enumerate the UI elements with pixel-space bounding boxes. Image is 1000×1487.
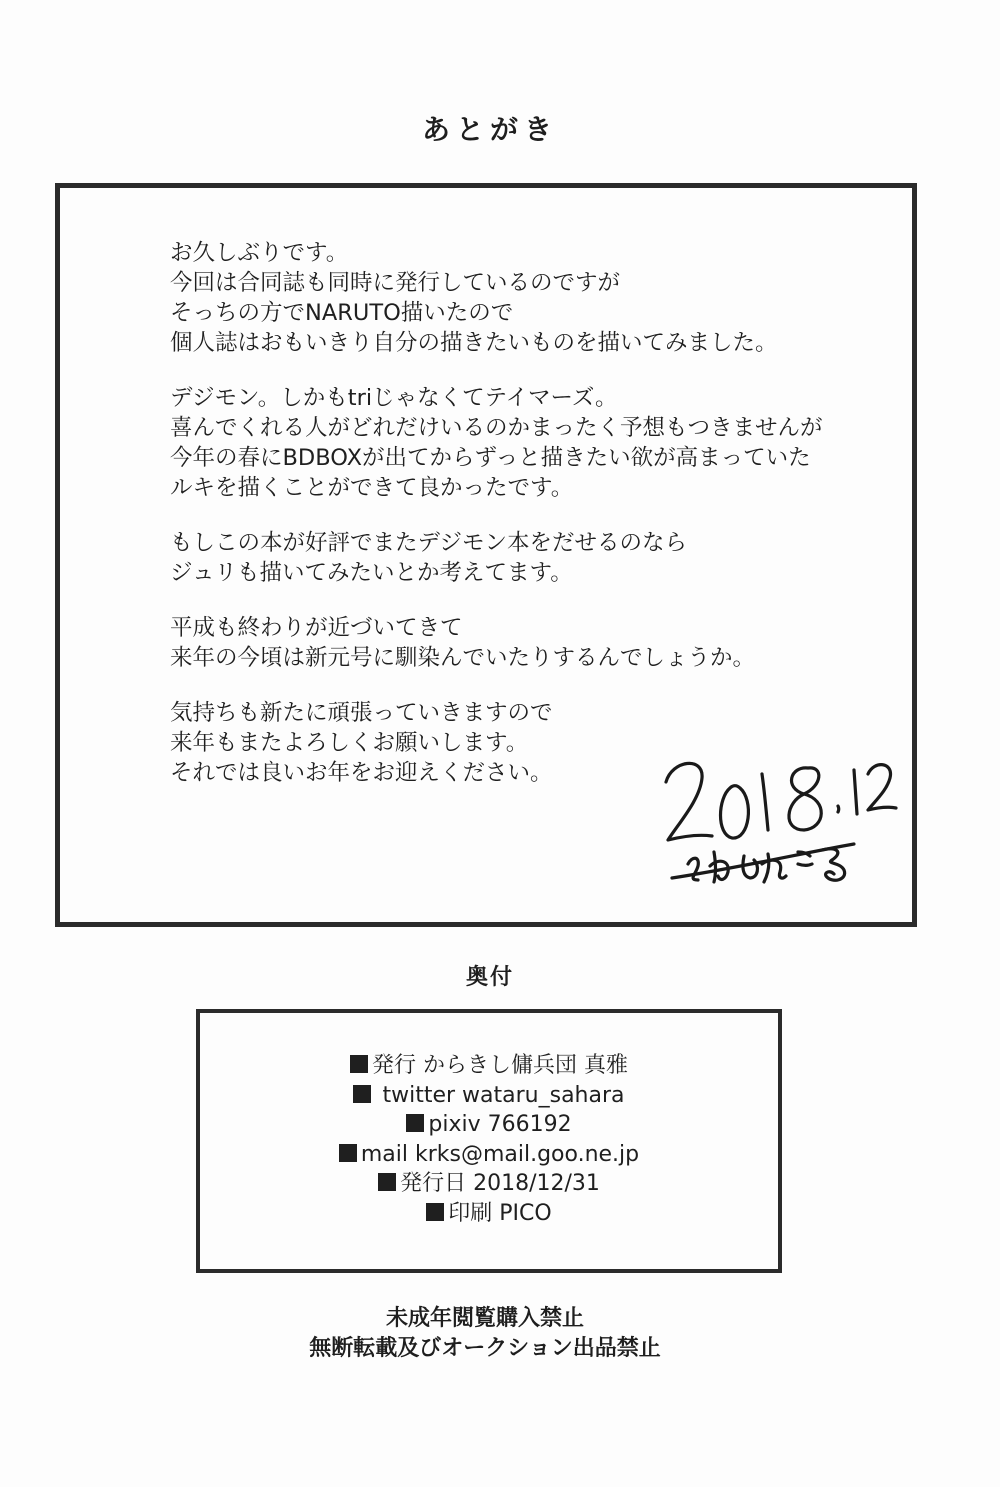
colophon-text: 印刷 PICO (448, 1200, 552, 1226)
afterword-line: ルキを描くことができて良かったです。 (170, 475, 574, 501)
square-bullet-icon (339, 1144, 357, 1162)
afterword-paragraph-1 (170, 238, 890, 358)
colophon-line-printer (200, 1199, 778, 1229)
colophon-text: pixiv 766192 (428, 1112, 572, 1138)
colophon-line-date (200, 1169, 778, 1199)
afterword-paragraph-4 (170, 613, 890, 673)
square-bullet-icon (378, 1173, 396, 1191)
colophon-line-twitter (200, 1081, 778, 1111)
handwritten-signature (658, 748, 898, 898)
signature-drawing (658, 748, 898, 898)
colophon-title: 奥付 (465, 965, 514, 990)
afterword-line: 来年の今頃は新元号に馴染んでいたりするんでしょうか。 (170, 645, 756, 671)
afterword-line: もしこの本が好評でまたデジモン本をだせるのなら (170, 530, 688, 556)
afterword-line: ジュリも描いてみたいとか考えてます。 (170, 560, 573, 586)
colophon-text: 発行日 2018/12/31 (400, 1171, 600, 1197)
afterword-paragraph-2 (170, 383, 890, 503)
afterword-line: 喜んでくれる人がどれだけいるのかまったく予想もつきませんが (170, 415, 823, 441)
afterword-title: あとがき (421, 113, 558, 146)
square-bullet-icon (353, 1085, 371, 1103)
square-bullet-icon (406, 1114, 424, 1132)
colophon-body (200, 1051, 778, 1229)
colophon-text: mail krks@mail.goo.ne.jp (360, 1141, 640, 1167)
afterword-body (170, 238, 890, 813)
afterword-line: 気持ちも新たに頑張っていきますので (170, 700, 553, 726)
afterword-line: お久しぶりです。 (170, 240, 349, 266)
afterword-line: 平成も終わりが近づいてきて (170, 615, 463, 641)
afterword-line: それでは良いお年をお迎えください。 (170, 760, 553, 786)
afterword-line: 今年の春にBDBOXが出てからずっと描きたい欲が高まっていた (170, 445, 811, 471)
afterword-line: デジモン。しかもtriじゃなくてテイマーズ。 (170, 385, 618, 411)
colophon-line-publisher (200, 1051, 778, 1081)
colophon-line-pixiv (200, 1110, 778, 1140)
afterword-line: 個人誌はおもいきり自分の描きたいものを描いてみました。 (170, 330, 778, 356)
afterword-line: そっちの方でNARUTO描いたので (170, 300, 514, 326)
afterword-frame (55, 183, 917, 927)
colophon-text: twitter wataru_sahara (375, 1082, 625, 1108)
afterword-line: 今回は合同誌も同時に発行しているのですが (170, 270, 621, 296)
afterword-line: 来年もまたよろしくお願いします。 (170, 730, 529, 756)
colophon-text: 発行 からきし傭兵団 真雅 (372, 1053, 628, 1078)
colophon-frame (196, 1009, 782, 1273)
square-bullet-icon (350, 1055, 368, 1073)
notice-reproduction-prohibited: 無断転載及びオークション出品禁止 (309, 1336, 661, 1361)
square-bullet-icon (426, 1203, 444, 1221)
colophon-line-mail (200, 1140, 778, 1170)
notice-age-restriction: 未成年閲覧購入禁止 (385, 1306, 584, 1331)
afterword-paragraph-3 (170, 528, 890, 588)
